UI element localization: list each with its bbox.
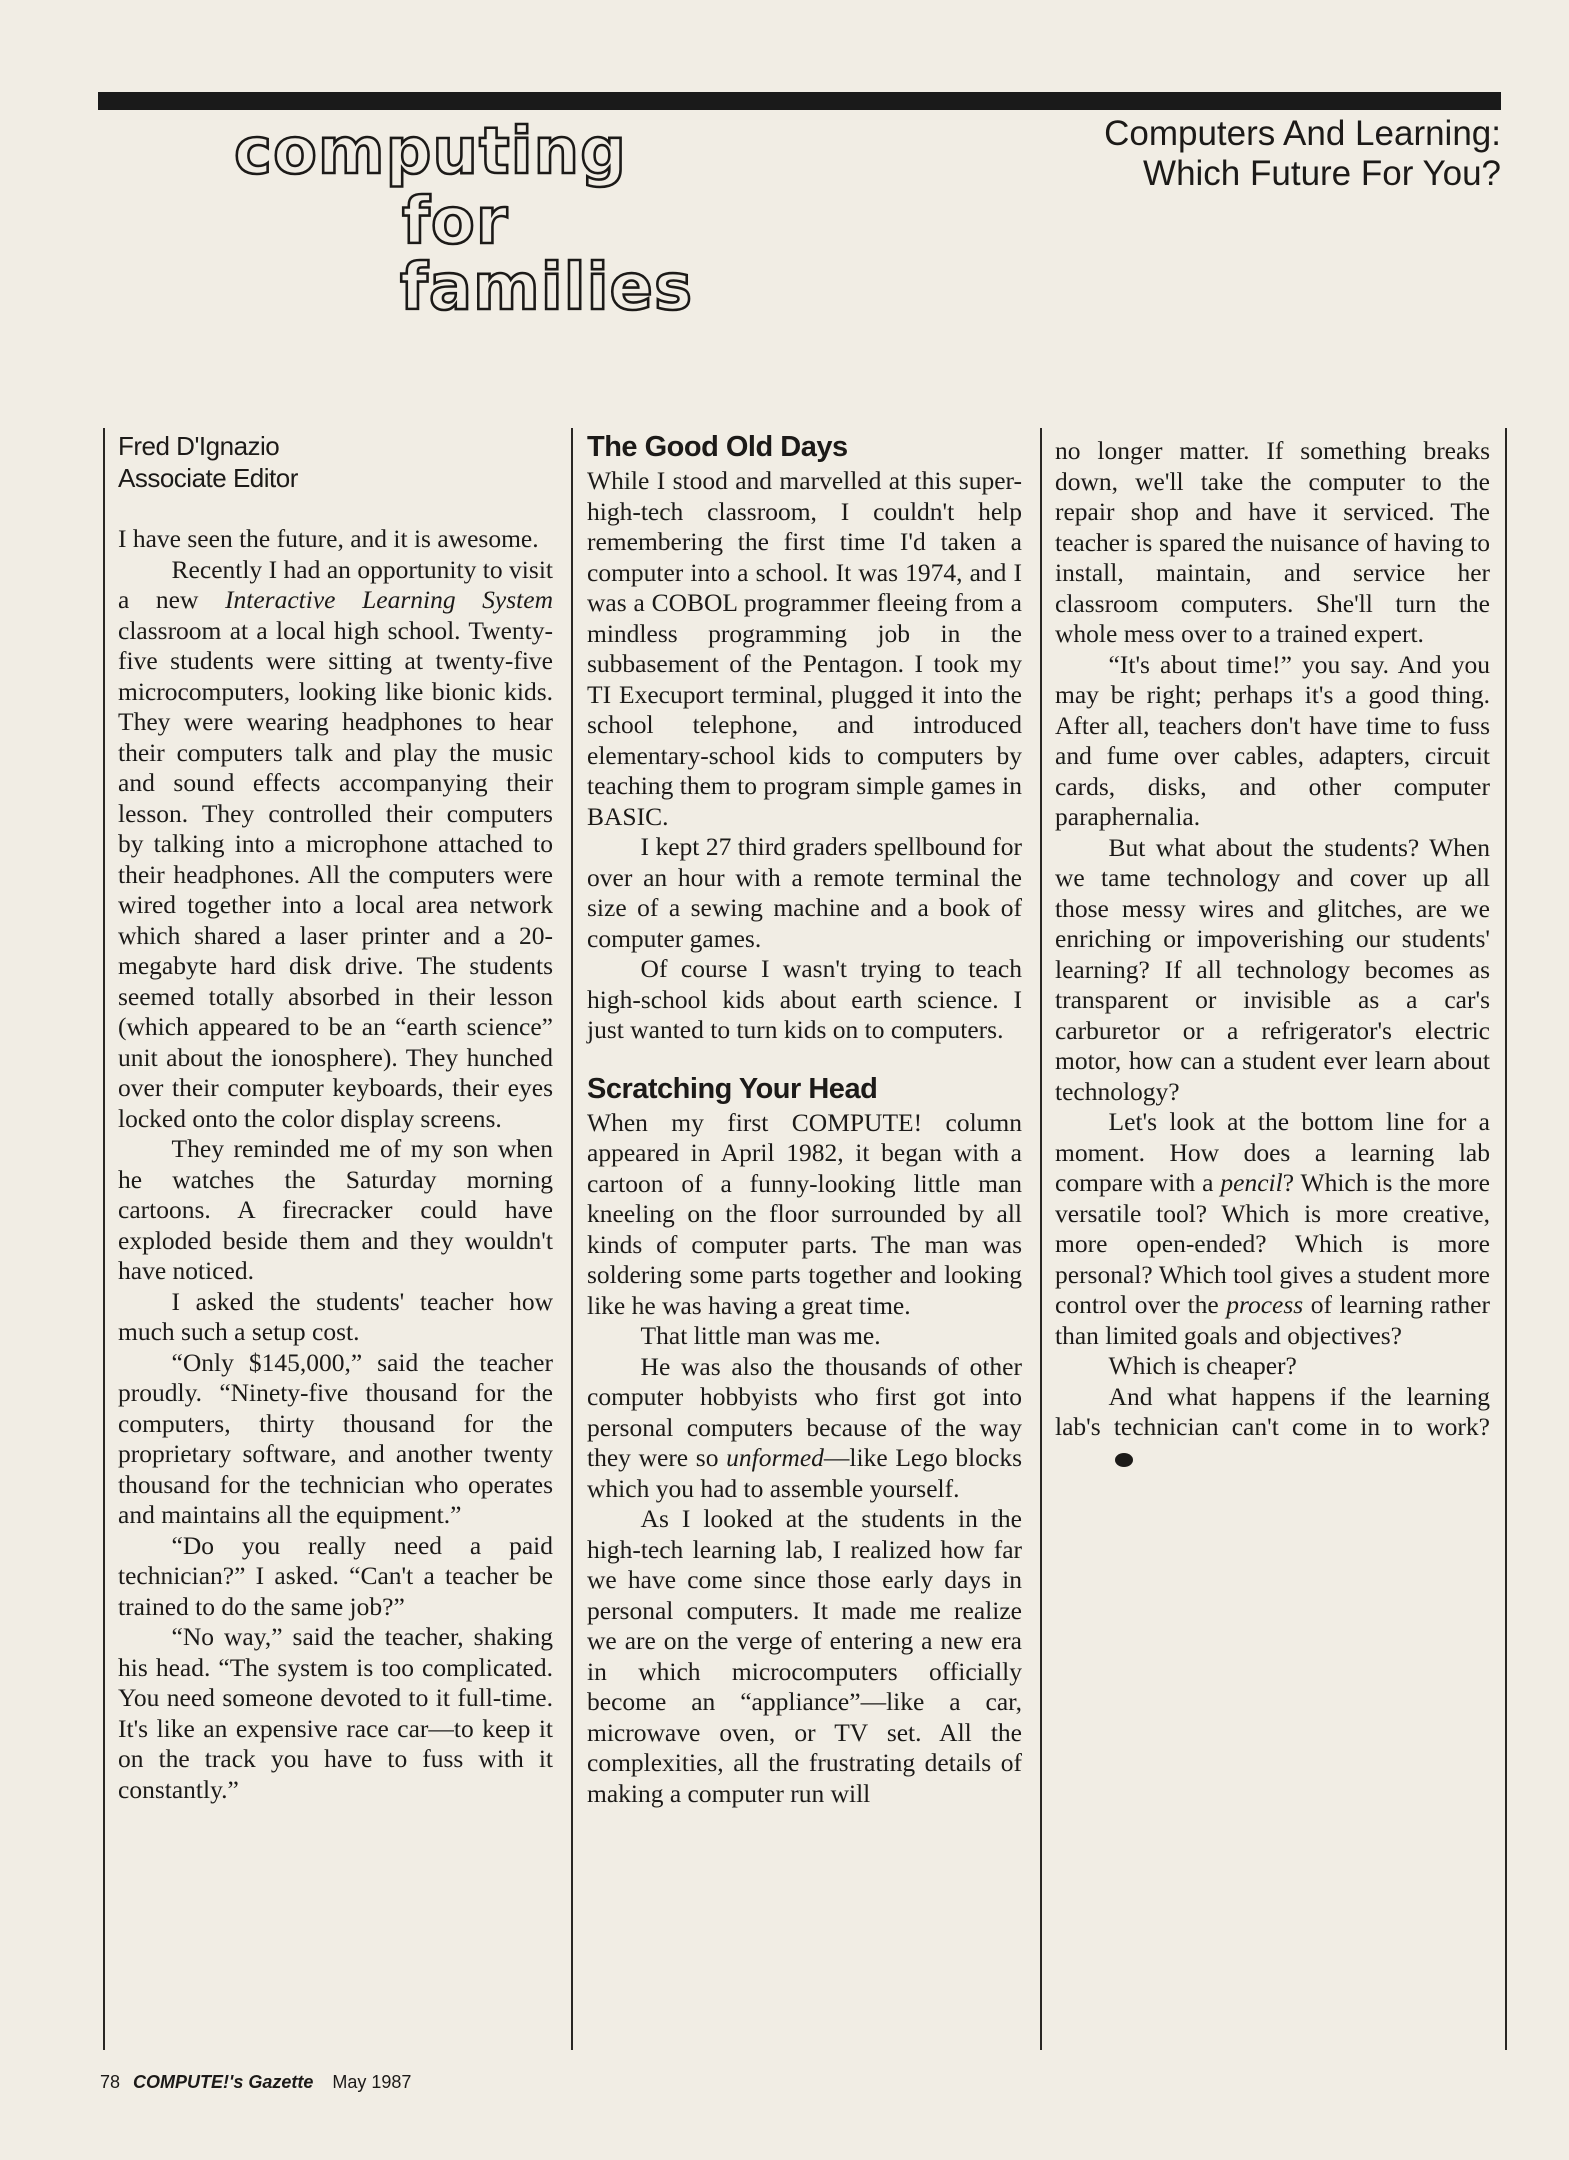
column-rule-right	[1505, 428, 1507, 2050]
subheading-scratching-your-head: Scratching Your Head	[587, 1072, 878, 1105]
article-column-1	[118, 430, 553, 1805]
publication-name: COMPUTE!'s Gazette	[133, 2072, 314, 2092]
byline-role: Associate Editor	[118, 463, 298, 493]
paragraph: And what happens if the learning lab's technician can't come in to work?	[1055, 1382, 1490, 1474]
paragraph: “Only $145,000,” said the teacher proudly. “Ninety-five thousand for the computers, thirty thousand for the proprietary software, and another twenty thousand for the technician who operates and maintains all the equipment.”	[118, 1347, 553, 1529]
section-logo	[230, 104, 750, 334]
article-title-line-2: Which Future For You?	[1143, 154, 1501, 193]
paragraph: Let's look at the bottom line for a moment. How does a learning lab compare with a pencil? Which is the more versatile tool? Which is more creative, more open-ended? Which is more personal? Which tool gives a student more control over the process of learning rather than limited goals and objectives?	[1055, 1107, 1490, 1350]
paragraph: He was also the thousands of other computer hobbyists who first got into personal computers because of the way they were so unformed—like Lego blocks which you had to assemble yourself.	[587, 1351, 1022, 1503]
logo-word-families: families	[400, 251, 694, 325]
paragraph: I have seen the future, and it is awesome.	[118, 524, 539, 553]
page-number: 78	[100, 2072, 121, 2092]
column-rule-middle-1	[571, 428, 573, 2050]
paragraph: Of course I wasn't trying to teach high-school kids about earth science. I just wanted to turn kids on to computers.	[587, 954, 1022, 1044]
article-column-3	[1055, 436, 1490, 1473]
article-title	[981, 114, 1501, 194]
column-rule-left	[103, 428, 105, 2050]
end-of-article-icon	[1115, 1453, 1133, 1467]
paragraph: But what about the students? When we tame technology and cover up all those messy wires and glitches, are we enriching or impoverishing our students' learning? If all technology becomes as transparent or invisible as a car's carburetor or a refrigerator's electric motor, how can a student ever learn about technology?	[1055, 832, 1490, 1106]
paragraph: I asked the students' teacher how much such a setup cost.	[118, 1286, 553, 1346]
article-title-line-1: Computers And Learning:	[1104, 114, 1501, 153]
subheading-good-old-days: The Good Old Days	[587, 431, 848, 463]
logo-word-computing: computing	[234, 115, 627, 189]
column-rule-middle-2	[1040, 428, 1042, 2050]
paragraph: As I looked at the students in the high-tech learning lab, I realized how far we have come since those early days in personal computers. It made me realize we are on the verge of entering a new era in which microcomputers officially become an “appliance”—like a car, microwave oven, or TV set. All the complexities, all the frustrating details of making a computer run will	[587, 1504, 1022, 1808]
article-column-2	[587, 430, 1022, 1809]
paragraph: That little man was me.	[640, 1321, 881, 1350]
issue-date: May 1987	[332, 2072, 412, 2092]
byline-author: Fred D'Ignazio	[118, 431, 280, 461]
paragraph: “It's about time!” you say. And you may be right; perhaps it's a good thing. After all, teachers don't have time to fuss and fume over cables, adapters, circuit cards, disks, and other computer paraphernalia.	[1055, 649, 1490, 831]
paragraph: Which is cheaper?	[1108, 1351, 1297, 1380]
paragraph: They reminded me of my son when he watches the Saturday morning cartoons. A firecracker could have exploded beside them and they wouldn't have noticed.	[118, 1134, 553, 1285]
paragraph: I kept 27 third graders spellbound for over an hour with a remote terminal the size of a sewing machine and a book of computer games.	[587, 832, 1022, 953]
paragraph: Recently I had an opportunity to visit a new Interactive Learning System classroom at a local high school. Twenty-five students were sitting at twenty-five microcomputers, looking like bionic kids. They were wearing headphones to hear their computers talk and play the music and sound effects accompanying their lesson. They controlled their computers by talking into a microphone attached to their headphones. All the computers were wired together into a local area network which shared a laser printer and a 20-megabyte hard disk drive. The students seemed totally absorbed in their lesson (which appeared to be an “earth science” unit about the ionosphere). They hunched over their computer keyboards, their eyes locked onto the color display screens.	[118, 554, 553, 1133]
paragraph: “Do you really need a paid technician?” I asked. “Can't a teacher be trained to do the same job?”	[118, 1530, 553, 1621]
page-footer	[100, 2072, 411, 2093]
paragraph: no longer matter. If something breaks down, we'll take the computer to the repair shop and have it serviced. The teacher is spared the nuisance of having to install, maintain, and service her classroom computers. She'll turn the whole mess over to a trained expert.	[1055, 436, 1490, 648]
byline	[118, 430, 553, 494]
paragraph: When my first COMPUTE! column appeared in April 1982, it began with a cartoon of a funny-looking little man kneeling on the floor surrounded by all kinds of computer parts. The man was soldering some parts together and looking like he was having a great time.	[587, 1107, 1022, 1320]
paragraph: “No way,” said the teacher, shaking his head. “The system is too complicated. You need someone devoted to it full-time. It's like an expensive race car—to keep it on the track you have to fuss with it constantly.”	[118, 1622, 553, 1804]
logo-word-for: for	[402, 185, 509, 259]
paragraph: While I stood and marvelled at this super-high-tech classroom, I couldn't help remembering the first time I'd taken a computer into a school. It was 1974, and I was a COBOL programmer fleeing from a mindless programming job in the subbasement of the Pentagon. I took my TI Execuport terminal, plugged it into the school telephone, and introduced elementary-school kids to computers by teaching them to program simple games in BASIC.	[587, 466, 1022, 831]
